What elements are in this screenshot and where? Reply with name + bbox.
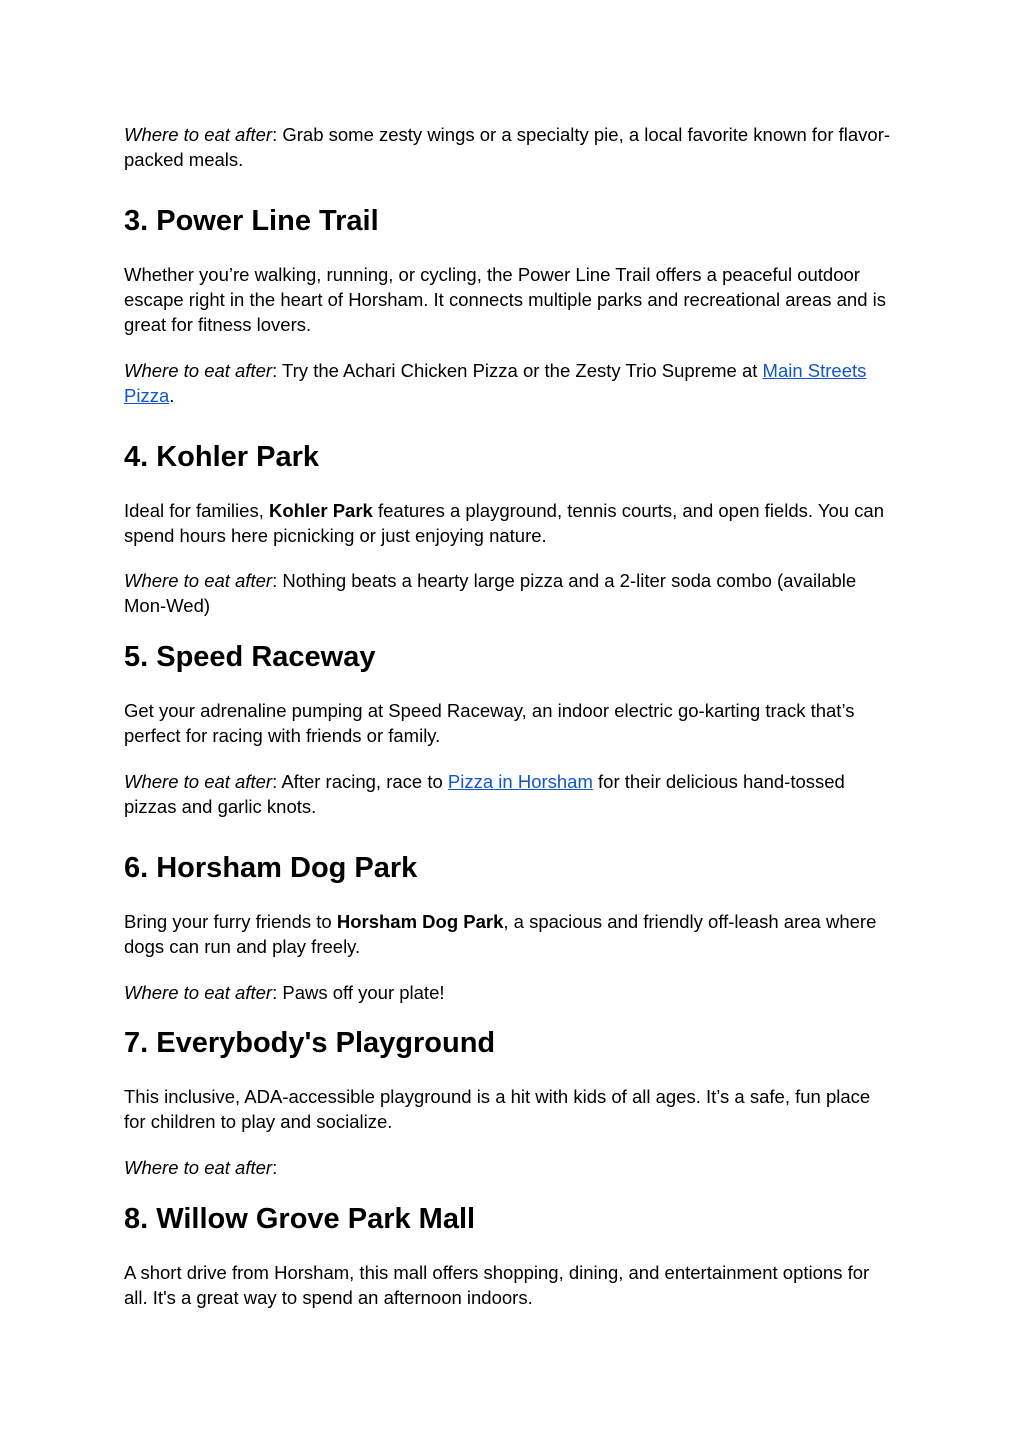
eat-text: : After racing, race to: [272, 771, 448, 792]
eat-text: : Grab some zesty wings or a specialty pie, a local favorite known for flavor-packed meals.: [124, 124, 891, 170]
eat-text: :: [272, 1157, 278, 1178]
section-body-everybodys-playground: This inclusive, ADA-accessible playground is a hit with kids of all ages. It’s a safe, fun place for children to play and socialize.: [124, 1086, 871, 1132]
intro-paragraph: [124, 122, 896, 172]
eat-label: Where to eat after: [124, 982, 273, 1003]
eat-after-horsham-dog-park: [124, 980, 896, 1005]
body-text: features a playground, tennis courts, and open fields. You can spend hours here picnicking or just enjoying nature.: [124, 500, 885, 546]
eat-label: Where to eat after: [124, 771, 273, 792]
body-bold-text: Kohler Park: [268, 500, 373, 521]
section-body-horsham-dog-park: [124, 909, 896, 959]
main-streets-pizza-link[interactable]: Main Streets Pizza: [124, 360, 867, 406]
eat-end: .: [169, 385, 175, 406]
section-heading-power-line-trail: 3. Power Line Trail: [124, 205, 379, 237]
pizza-in-horsham-link[interactable]: Pizza in Horsham: [447, 771, 593, 792]
section-body-power-line-trail: Whether you’re walking, running, or cycling, the Power Line Trail offers a peaceful outdoor escape right in the heart of Horsham. It connects multiple parks and recreational areas and is great for fitness lovers.: [124, 264, 886, 335]
body-bold-text: Horsham Dog Park: [336, 911, 504, 932]
eat-label: Where to eat after: [124, 124, 273, 145]
eat-label: Where to eat after: [124, 570, 273, 591]
section-heading-everybodys-playground: 7. Everybody's Playground: [124, 1027, 496, 1059]
body-text: , a spacious and friendly off-leash area where dogs can run and play freely.: [124, 911, 877, 957]
eat-after-kohler-park: [124, 568, 896, 618]
eat-after-everybodys-playground: [124, 1155, 896, 1180]
section-heading-kohler-park: 4. Kohler Park: [124, 441, 320, 473]
section-body-willow-grove-park-mall: A short drive from Horsham, this mall offers shopping, dining, and entertainment options for all. It's a great way to spend an afternoon indoors.: [124, 1262, 870, 1308]
eat-text: : Try the Achari Chicken Pizza or the Zesty Trio Supreme at: [272, 360, 763, 381]
body-text: Ideal for families,: [124, 500, 269, 521]
section-body-kohler-park: [124, 498, 896, 548]
eat-text: : Paws off your plate!: [272, 982, 445, 1003]
eat-label: Where to eat after: [124, 1157, 273, 1178]
eat-after-speed-raceway: [124, 769, 896, 819]
eat-after-power-line-trail: [124, 358, 896, 408]
section-body-speed-raceway: Get your adrenaline pumping at Speed Raceway, an indoor electric go-karting track that’s perfect for racing with friends or family.: [124, 700, 855, 746]
section-heading-horsham-dog-park: 6. Horsham Dog Park: [124, 852, 418, 884]
eat-end: for their delicious hand-tossed pizzas and garlic knots.: [124, 771, 845, 817]
body-text: Bring your furry friends to: [124, 911, 337, 932]
eat-text: : Nothing beats a hearty large pizza and a 2-liter soda combo (available Mon-Wed): [124, 570, 857, 616]
eat-label: Where to eat after: [124, 360, 273, 381]
section-heading-willow-grove-park-mall: 8. Willow Grove Park Mall: [124, 1203, 476, 1235]
section-heading-speed-raceway: 5. Speed Raceway: [124, 641, 376, 673]
